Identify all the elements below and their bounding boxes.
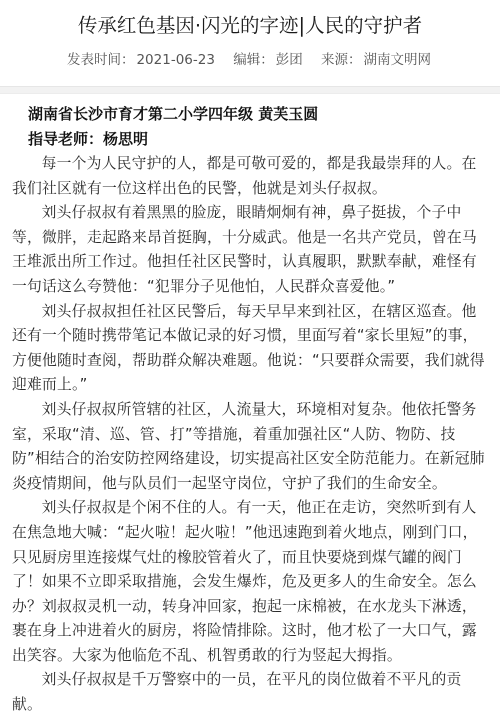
paragraph: 每一个为人民守护的人，都是可敬可爱的，都是我最崇拜的人。在我们社区就有一位这样出色的民警，他就是刘头仔叔叔。 <box>12 155 477 197</box>
article-meta <box>0 40 500 70</box>
paragraph: 刘头仔叔叔是千万警察中的一员，在平凡的岗位做着不平凡的贡献。 <box>12 671 462 714</box>
article-title: 传承红色基因·闪光的字迹|人民的守护者 <box>77 14 423 37</box>
paragraph: 刘头仔叔叔所管辖的社区，人流量大，环境相对复杂。他依托警务室，采取“清、巡、管、打”等措施，着重加强社区“人防、物防、技防”相结合的治安防控网络建设，切实提高社区安全防范能力。在新冠肺炎疫情期间，他与队员们一起坚守岗位，守护了我们的生命安全。 <box>12 400 485 492</box>
article-header <box>0 0 500 86</box>
article-body <box>0 94 500 718</box>
section-divider <box>0 86 500 94</box>
source-label: 来源： <box>321 52 362 68</box>
source-name[interactable]: 湖南文明网 <box>363 52 432 68</box>
publish-time-label: 发表时间： <box>66 52 135 68</box>
editor-label: 编辑： <box>233 52 274 68</box>
paragraph: 刘头仔叔叔有着黑黑的脸庞，眼睛炯炯有神，鼻子挺拔，个子中等，微胖，走起路来昂首挺胸，十分威武。他是一名共产党员，曾在马王堆派出所工作过。他担任社区民警时，认真履职，默默奉献，难怪有一句话这么夸赞他：“犯罪分子见他怕，人民群众喜爱他。” <box>12 204 477 295</box>
publish-date: 2021-06-23 <box>136 52 215 68</box>
editor-name: 彭团 <box>275 52 303 68</box>
paragraph: 刘头仔叔叔担任社区民警后，每天早早来到社区，在辖区巡查。他还有一个随时携带笔记本做记录的好习惯，里面写着“家长里短”的事，方便他随时查阅，帮助群众解决难题。他说：“只要群众需要，我们就得迎难而上。” <box>12 302 485 394</box>
instructor: 指导老师：杨思明 <box>28 130 149 148</box>
paragraph: 刘头仔叔叔是个闲不住的人。有一天，他正在走访，突然听到有人在焦急地大喊：“起火啦！起火啦！”他迅速跑到着火地点，刚到门口，只见厨房里连接煤气灶的橡胶管着火了，而且快要烧到煤气罐的阀门了！如果不立即采取措施，会发生爆炸，危及更多人的生命安全。怎么办？刘叔叔灵机一动，转身冲回家，抱起一床棉被，在水龙头下淋透，裹在身上冲进着火的厨房，将险情排除。这时，他才松了一大口气，露出笑容。大家为他临危不乱、机智勇敢的行为竖起大拇指。 <box>12 499 478 664</box>
author-school: 湖南省长沙市育才第二小学四年级 黄芙玉圆 <box>28 105 319 123</box>
